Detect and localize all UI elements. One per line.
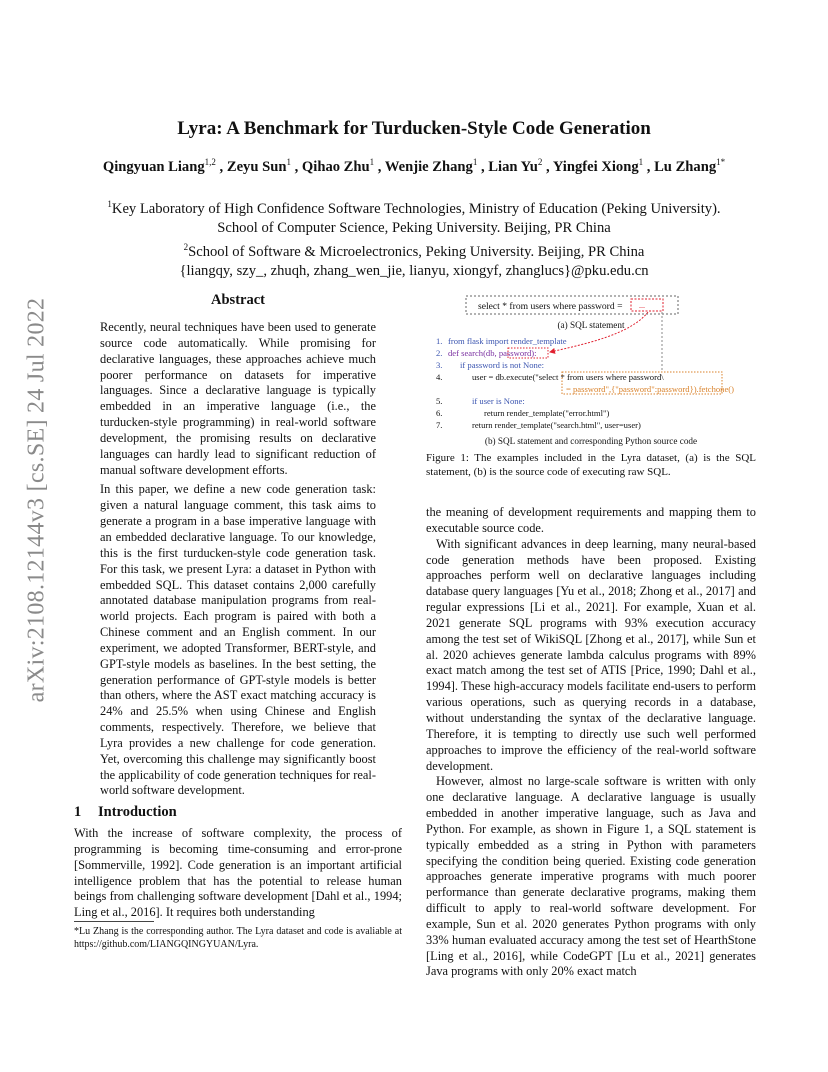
code-line-6 — [436, 408, 610, 418]
arxiv-identifier: arXiv:2108.12144v3 [cs.SE] 24 Jul 2022 — [23, 297, 50, 703]
svg-text:5.: 5. — [436, 396, 443, 406]
code-line-7 — [436, 420, 641, 430]
code-line-1 — [436, 336, 567, 346]
affiliation-mark: 2 — [183, 241, 189, 252]
author-affiliation-mark: 2 — [537, 157, 543, 167]
intro-right-paragraph-3: However, almost no large-scale software is written with only one declarative language. A declarative language is usually embedded in another imperative language, such as Java and Python. For example, as shown in Figure 1, a SQL statement is typically embedded as a string in Python with parameters specifying the condition being queried. Existing code generation approaches generate imperative programs with much poorer performance than generate declarative programs, making them difficult to apply to real-world software development. For example, Sun et al. 2020 generates Python programs with only 33% human evaluated accuracy among the test set of HearthStone [Ling et al., 2016], while CodeGPT [Lu et al., 2021] generates Java programs with only 20% exact match — [426, 774, 756, 979]
author-affiliation-mark: 1,2 — [204, 157, 216, 167]
intro-right-paragraph-1: the meaning of development requirements and mapping them to executable source code. — [426, 505, 756, 535]
author-affiliation-mark: 1 — [286, 157, 291, 167]
code-line-1-text: from flask import render_template — [448, 336, 567, 346]
sql-statement-text: select * from users where password = — [478, 301, 623, 312]
author-affiliation-mark: 1* — [716, 157, 726, 167]
code-line-5-text: if user is None: — [472, 396, 525, 406]
author-affiliation-mark: 1 — [638, 157, 644, 167]
abstract-body — [100, 320, 376, 799]
sql-placeholder: ... — [639, 301, 645, 310]
svg-text:3.: 3. — [436, 360, 443, 370]
figure-1 — [426, 292, 756, 450]
figure-1-caption: Figure 1: The examples included in the Lyra dataset, (a) is the SQL statement, (b) is the source code of executing raw SQL. — [426, 452, 756, 478]
intro-right-paragraph-2: With significant advances in deep learning, many neural-based code generation methods have been proposed. Existing approaches perform well on declarative languages including database query languages [Yu et al., 2018; Zhong et al., 2017] and regular expressions [Li et al., 2021]. For example, Xuan et al. 2021 generate SQL programs with 93% execution accuracy among the test set of WikiSQL [Zhong et al., 2017], while Sun et al. 2020 achieves generate lambda calculus programs with 89% exact match among the test set of ATIS [Price, 1990; Dahl et al., 1994]. These high-accuracy models facilitate end-users to perform various operations, such as querying records in a database, without understanding the syntax of the declarative language. Therefore, it is tempting to directly use such well performed approaches to improve the efficiency of the real-world software development. — [426, 536, 756, 773]
author-name: Lian Yu$^2$ — [488, 157, 543, 175]
affiliation-line — [74, 238, 754, 262]
code-line-5 — [436, 396, 525, 406]
abstract-paragraph-2: In this paper, we define a new code generation task: given a natural language comment, this task aims to generate a program in a base imperative language with an embedded declarative language. To our knowledge, this is the first turducken-style code generation task. For this task, we present Lyra: a dataset in Python with embedded SQL. This dataset contains 2,000 carefully annotated database manipulation programs from real-world projects. Each program is paired with both a Chinese comment and an English comment. In our experiment, we adopted Transformer, BERT-style, and GPT-style models as baselines. In the best setting, the generation performance of GPT-style models is better than others, where the AST exact matching accuracy is 24% and 25.5% when using Chinese and English comments, respectively. Therefore, we believe that Lyra provides a new challenge for code generation. Yet, overcoming this challenge may significantly boost the applicability of code generation techniques for real-world software development. — [100, 482, 376, 798]
affiliation-text: Key Laboratory of High Confidence Software Technologies, Ministry of Education (Peking University). — [111, 200, 721, 217]
code-line-4-cont-text: = password",{"password":password}).fetchone() — [566, 384, 735, 394]
affiliation-line — [74, 195, 754, 219]
affiliation-text: School of Computer Science, Peking University. Beijing, PR China — [217, 219, 611, 236]
footnote-divider — [74, 921, 154, 922]
svg-text:from flask import render_templ — [448, 336, 567, 346]
abstract-paragraph-1: Recently, neural techniques have been used to generate source code automatically. While promising for declarative languages, these approaches achieve much poorer performance on datasets for imperative languages. Since a declarative language is typically embedded in an imperative language (i.e., the turducken-style programming) in real-world software development, the promising results on declarative languages can hardly lead to significant reduction of manual software development efforts. — [100, 320, 376, 477]
sql-placeholder-box — [631, 299, 663, 311]
author-list: Qingyuan Liang$^{1,2}$ , Zeyu Sun$^1$ , Qihao Zhu$^1$ , Wenjie Zhang$^1$ , Lian Yu$^2$ , Yingfei Xiong$^1$ , Lu Zhang$^{1*}$ — [102, 157, 726, 175]
author-affiliation-mark: 1 — [472, 157, 478, 167]
section-number: 1 — [74, 804, 82, 820]
python-code-block — [436, 336, 734, 430]
code-line-6-text: return render_template("error.html") — [484, 408, 610, 418]
placeholder-arrow — [550, 312, 648, 352]
author-name: Lu Zhang$^{1*}$ — [654, 157, 726, 175]
svg-text:6.: 6. — [436, 408, 443, 418]
figure-label-a: (a) SQL statement — [557, 320, 625, 330]
code-line-2 — [436, 348, 548, 358]
affiliation-line — [74, 219, 754, 238]
code-line-2-text: def search(db, password): — [448, 348, 537, 358]
author-name: Yingfei Xiong$^1$ — [552, 157, 644, 175]
code-line-7-text: return render_template("search.html", user=user) — [472, 420, 641, 430]
code-line-4-text: user = db.execute("select * from users where password\ — [472, 372, 664, 382]
affiliation-line — [74, 262, 754, 281]
affiliation-text: School of Software & Microelectronics, Peking University. Beijing, PR China — [188, 243, 645, 260]
svg-text:4.: 4. — [436, 372, 443, 382]
intro-paragraph-1: With the increase of software complexity, the process of programming is becoming time-consuming and error-prone [Sommerville, 1992]. Code generation is an important artificial intelligence problem that has the potential to release human beings from challenging software development [Dahl et al., 1994; Ling et al., 2016]. It requires both understanding — [74, 826, 402, 920]
affiliation-text: {liangqy, szy_, zhuqh, zhang_wen_jie, lianyu, xiongyf, zhanglucs}@pku.edu.cn — [179, 262, 649, 279]
footnote: *Lu Zhang is the corresponding author. The Lyra dataset and code is avaliable at https://github.com/LIANGQINGYUAN/Lyra. — [74, 926, 402, 950]
intro-left-column — [74, 826, 402, 921]
intro-right-column — [426, 505, 756, 980]
svg-text:1.: 1. — [436, 336, 443, 346]
paper-title: Lyra: A Benchmark for Turducken-Style Code Generation — [177, 118, 651, 139]
code-line-3-text: if password is not None: — [460, 360, 545, 370]
code-line-4-cont — [566, 384, 734, 394]
author-affiliation-mark: 1 — [369, 157, 375, 167]
code-line-3 — [436, 360, 544, 370]
author-name: Qingyuan Liang$^{1,2}$ — [102, 157, 216, 175]
affiliation-mark: 1 — [107, 199, 112, 209]
abstract-heading: Abstract — [211, 292, 265, 308]
section-heading-introduction — [74, 804, 402, 821]
svg-text:7.: 7. — [436, 420, 443, 430]
affiliations — [74, 195, 754, 281]
section-title: Introduction — [98, 804, 177, 820]
figure-label-b: (b) SQL statement and corresponding Python source code — [484, 436, 698, 446]
author-name: Zeyu Sun$^1$ — [226, 157, 291, 175]
svg-text:2.: 2. — [436, 348, 443, 358]
author-name: Qihao Zhu$^1$ — [301, 157, 375, 175]
author-name: Wenjie Zhang$^1$ — [384, 157, 478, 175]
